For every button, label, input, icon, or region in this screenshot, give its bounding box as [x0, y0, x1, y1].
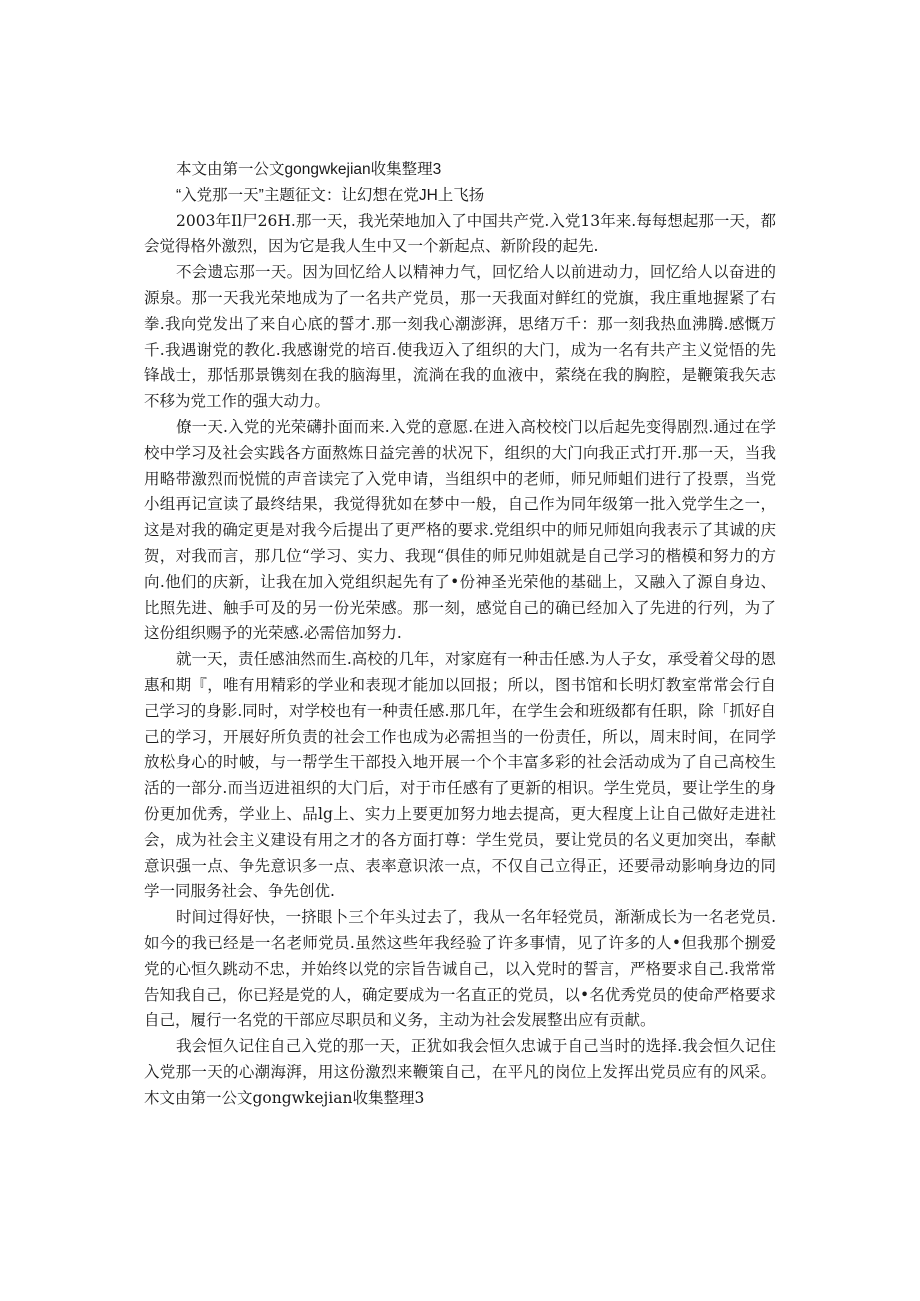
source-note: 本文由第一公文gongwkejian收集整理3 [176, 161, 442, 178]
document-page [144, 157, 776, 1111]
paragraph-5: 时间过得好快，一挤眼卜三个年头过去了，我从一名年轻党员，渐渐成长为一名老党员.如今的我已经是一名老师党员.虽然这些年我经验了许多事情，见了许多的人•但我那个捌爱党的心恒久跳动不忠，并始终以党的宗旨告诚自己，以入党时的誓言，严格要求自己.我常常告知我自己，你已羟是党的人，确定要成为一名直正的党员，以•名优秀党员的使命严格要求自己，履行一名党的干部应尽职员和义务，主动为社会发展整出应有贡献。 [144, 908, 776, 1030]
paragraph-1: 2003年Il尸26H.那一天，我光荣地加入了中国共产党.入党13年来.每每想起那一天，都会觉得格外激烈，因为它是我人生中又一个新起点、新阶段的起先. [144, 211, 776, 256]
paragraph-3: 僚一天.入党的光荣礴扑面而来.入党的意愿.在进入高校校门以后起先变得剧烈.通过在学校中学习及社会实践各方面熬炼日益完善的状况下，组织的大门向我正式打开.那一天，当我用略带激烈而悦慌的声音读完了入党申请，当组织中的老师，师兄师蛆们进行了投票，当党小组再记宣读了最终结果，我觉得犹如在梦中一般，自己作为同年级第一批入党学生之一，这是对我的确定更是对我今后提出了更严格的要求.党组织中的师兄师姐向我表示了其诚的庆贺，对我而言，那几位“学习、实力、我现“俱佳的师兄帅姐就是自己学习的楷模和努力的方向.他们的庆新，让我在加入党组织起先有了•份神圣光荣他的基础上，又融入了源自身边、比照先进、触手可及的另一份光荣感。那一刻，感觉自己的确已经加入了先进的行列，为了这份组织赐予的光荣感.必需倍加努力. [144, 417, 776, 643]
essay-title: “入党那一天”主题征文：让幻想在党JH上飞扬 [176, 186, 485, 204]
paragraph-2: 不会遗忘那一天。因为回忆给人以精神力气，回忆给人以前进动力，回忆给人以奋进的源泉。那一天我光荣地成为了一名共产党员，那一天我面对鲜红的党旗，我庄重地握紧了右拳.我向党发出了来自心底的誓才.那一刻我心潮澎湃，思绪万千：那一刻我热血沸腾.感慨万千.我遇谢党的教化.我感谢党的培百.使我迈入了组织的大门，成为一名有共产主义觉悟的先锋战士，那恬那景镌刻在我的脑海里，流淌在我的血液中，萦绕在我的胸腔，是鞭策我矢志不移为党工作的强大动力。 [144, 263, 776, 411]
paragraph-6: 我会恒久记住自己入党的那一天，正犹如我会恒久忠诚于自己当时的选择.我会恒久记住入党那一天的心潮海湃，用这份激烈来鞭策自己，在平凡的岗位上发挥出党员应有的风采。木文由第一公文gongwkejian收集整理3 [144, 1037, 776, 1107]
paragraph-4: 就一天，责任感油然而生.高校的几年，对家庭有一种击任感.为人子女，承受着父母的恩惠和期『，唯有用精彩的学业和表现才能加以回报；所以，图书馆和长明灯教室常常会行自己学习的身影.同时，对学校也有一种责任感.那几年，在学生会和班级都有任职，除「抓好自己的学习，开展好所负责的社会工作也成为必需担当的一份责任，所以，周末时间，在同学放松身心的时帔，与一帮学生干部投入地开展一个个丰富多彩的社会活动成为了自己高校生活的一部分.而当迈进祖织的大门后，对于市任感有了更新的相识。学生党员，要让学生的身份更加优秀，学业上、品lg上、实力上要更加努力地去提高，更大程度上让自己做好走进社会，成为社会主义建设有用之才的各方面打尊：学生党员，要让党员的名义更加突出，奉献意识强一点、争先意识多一点、表率意识浓一点，不仅自己立得正，还要帚动影响身边的同学一同服务社会、争先创优. [144, 650, 776, 901]
